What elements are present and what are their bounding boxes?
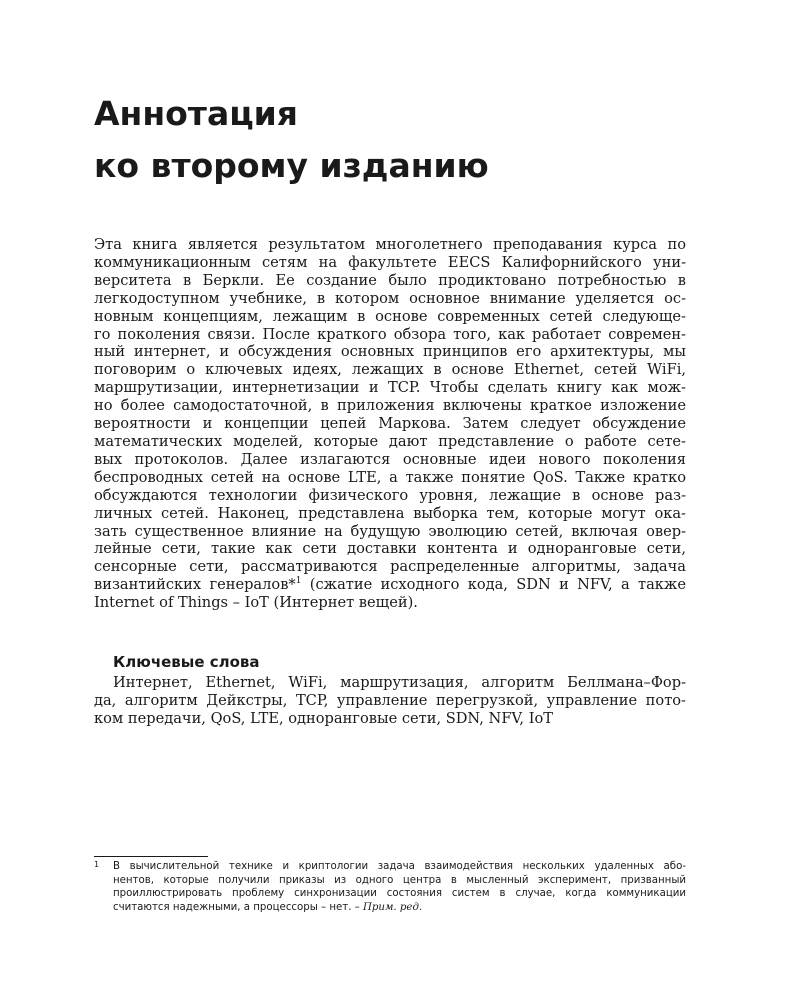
keywords-line: Интернет, Ethernet, WiFi, маршрутизация, алгоритм Беллмана–Фор-: [113, 674, 686, 691]
abstract-line: обсуждаются технологии физического уровня, лежащие в основе раз-: [94, 486, 686, 504]
abstract-line: беспроводных сетей на основе LTE, а также понятие QoS. Также кратко: [94, 468, 686, 486]
abstract-line: но более самодостаточной, в приложения включены краткое изложение: [94, 397, 686, 415]
title-line-1: Аннотация: [94, 94, 298, 133]
abstract-text: византийских генералов*: [94, 576, 296, 594]
abstract-line: маршрутизации, интернетизации и TCP. Чтобы сделать книгу как мож-: [94, 379, 686, 397]
footnote-line: проиллюстрировать проблему синхронизации состояния систем в случае, когда коммуникации: [113, 888, 686, 900]
keywords-paragraph: [94, 674, 686, 728]
keywords-line: да, алгоритм Дейкстры, TCP, управление перегрузкой, управление пото-: [94, 691, 686, 709]
footnote: [94, 860, 686, 914]
footnote-reference[interactable]: 1: [295, 576, 302, 587]
editor-note: Прим. ред.: [363, 901, 423, 913]
keywords-line: ком передачи, QoS, LTE, одноранговые сети, SDN, NFV, IoT: [94, 709, 553, 727]
abstract-line: лейные сети, такие как сети доставки контента и одноранговые сети,: [94, 540, 686, 558]
footnote-divider: [94, 856, 208, 857]
abstract-line: математических моделей, которые дают представление о работе сете-: [94, 432, 686, 450]
abstract-line: верситета в Беркли. Ее создание было продиктовано потребностью в: [94, 271, 686, 289]
abstract-paragraph: [94, 236, 686, 612]
footnote-line: В вычислительной технике и криптологии задача взаимодействия нескольких удаленных або-: [113, 861, 686, 872]
abstract-line: ный интернет, и обсуждения основных принципов его архитектуры, мы: [94, 343, 686, 361]
abstract-line: поговорим о ключевых идеях, лежащих в основе Ethernet, сетей WiFi,: [94, 361, 686, 379]
abstract-line: коммуникационным сетям на факультете EECS Калифорнийского уни-: [94, 253, 686, 271]
abstract-line: вых протоколов. Далее излагаются основные идеи нового поколения: [94, 450, 686, 468]
footnote-line: нентов, которые получили приказы из одного центра в мысленный эксперимент, призванный: [113, 874, 686, 886]
abstract-line: личных сетей. Наконец, представлена выборка тем, которые могут ока-: [94, 504, 686, 522]
page-title: [94, 88, 714, 192]
abstract-line: Internet of Things – IoT (Интернет вещей).: [94, 594, 418, 612]
abstract-text: (сжатие исходного кода, SDN и NFV, а также: [301, 576, 686, 594]
footnote-text: [113, 860, 686, 914]
abstract-line: го поколения связи. После краткого обзора того, как работает современ-: [94, 325, 686, 343]
abstract-line: вероятности и концепции цепей Маркова. Затем следует обсуждение: [94, 415, 686, 433]
abstract-line: Эта книга является результатом многолетнего преподавания курса по: [94, 236, 686, 253]
footnote-text-part: считаются надежными, а процессоры – нет. –: [113, 901, 364, 913]
abstract-line: легкодоступном учебнике, в котором основное внимание уделяется ос-: [94, 289, 686, 307]
title-line-2: ко второму изданию: [94, 146, 489, 185]
keywords-heading: Ключевые слова: [113, 653, 260, 671]
abstract-line: зать существенное влияние на будущую эволюцию сетей, включая овер-: [94, 522, 686, 540]
abstract-line: [94, 576, 686, 594]
footnote-line: [113, 901, 686, 915]
footnote-number: 1: [94, 860, 100, 869]
abstract-line: новным концепциям, лежащим в основе современных сетей следующе-: [94, 307, 686, 325]
abstract-line: сенсорные сети, рассматриваются распределенные алгоритмы, задача: [94, 558, 686, 576]
